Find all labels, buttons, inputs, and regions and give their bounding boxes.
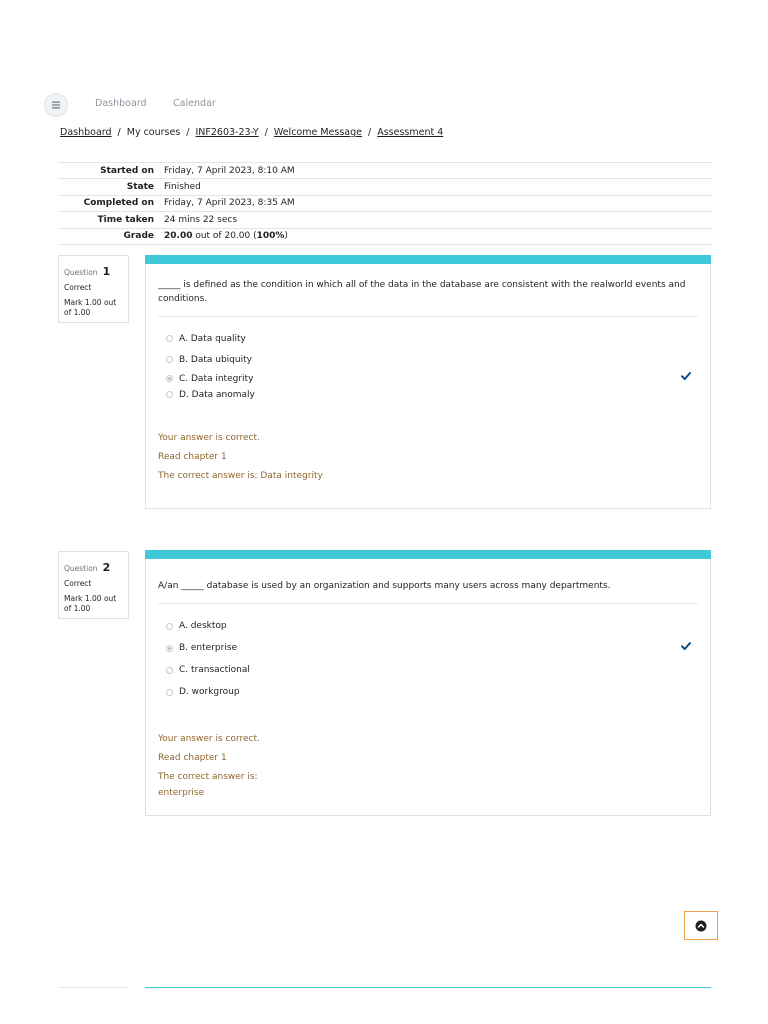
summary-row-state (58, 179, 712, 195)
breadcrumb-separator: / (186, 127, 190, 138)
question-accent-bar (145, 550, 711, 559)
question-number: 2 (102, 561, 111, 574)
grade-value (164, 231, 288, 241)
feedback-result: Your answer is correct. (158, 734, 260, 744)
answer-option[interactable] (166, 615, 698, 637)
nav-link-calendar[interactable]: Calendar (173, 98, 216, 109)
answer-option[interactable] (166, 387, 698, 402)
answer-option[interactable] (166, 349, 698, 370)
answer-list (146, 317, 710, 402)
breadcrumb-my-courses: My courses (126, 127, 181, 138)
question-info-1 (58, 255, 129, 323)
breadcrumb-separator: / (264, 127, 268, 138)
radio-button-checked[interactable] (166, 645, 173, 652)
breadcrumb-welcome-message[interactable]: Welcome Message (273, 127, 362, 138)
radio-button[interactable] (166, 391, 173, 398)
nav-drawer-button[interactable] (44, 93, 68, 117)
feedback-result: Your answer is correct. (158, 433, 260, 443)
answer-list (146, 604, 710, 703)
question-info-2 (58, 551, 129, 619)
summary-value: Finished (164, 182, 201, 193)
next-question-info-edge (58, 987, 129, 988)
next-question-accent-edge (145, 987, 711, 988)
grade-percent: 100% (256, 231, 285, 242)
radio-button[interactable] (166, 356, 173, 363)
breadcrumb-assessment[interactable]: Assessment 4 (377, 127, 444, 138)
radio-button[interactable] (166, 689, 173, 696)
question-feedback (146, 703, 710, 814)
summary-label: State (126, 182, 154, 193)
question-state: Correct (64, 283, 92, 292)
answer-label: C. transactional (179, 665, 250, 675)
attempt-summary-table (58, 162, 712, 245)
answer-option[interactable] (166, 659, 698, 681)
radio-button[interactable] (166, 623, 173, 630)
summary-value: Friday, 7 April 2023, 8:35 AM (164, 198, 295, 209)
summary-label: Completed on (83, 198, 154, 209)
radio-button[interactable] (166, 667, 173, 674)
answer-label: B. enterprise (179, 643, 238, 653)
question-mark: Mark 1.00 out of 1.00 (64, 298, 117, 317)
summary-value: Friday, 7 April 2023, 8:10 AM (164, 165, 295, 176)
checkmark-icon (680, 640, 692, 652)
answer-option[interactable] (166, 328, 698, 349)
question-accent-bar (145, 255, 711, 264)
feedback-correct-answer: The correct answer is: Data integrity (158, 471, 323, 481)
feedback-correct-answer-value: enterprise (158, 788, 205, 798)
breadcrumb-dashboard[interactable]: Dashboard (60, 127, 112, 138)
breadcrumb (60, 127, 443, 138)
breadcrumb-separator: / (117, 127, 121, 138)
summary-row-grade (58, 229, 712, 245)
back-to-top-button[interactable] (684, 911, 718, 940)
nav-link-dashboard[interactable]: Dashboard (95, 98, 147, 109)
answer-option-selected[interactable] (166, 637, 698, 659)
radio-button[interactable] (166, 335, 173, 342)
checkmark-icon (680, 370, 692, 382)
answer-label: D. workgroup (179, 687, 240, 697)
question-label: Question (64, 268, 98, 277)
summary-row-time-taken (58, 212, 712, 228)
answer-label: B. Data ubiquity (179, 354, 252, 365)
question-content-2 (145, 550, 711, 816)
answer-option-selected[interactable] (166, 370, 698, 387)
summary-label: Grade (123, 231, 154, 242)
summary-value: 24 mins 22 secs (164, 214, 238, 225)
grade-out-of: out of 20.00 ( (192, 231, 257, 242)
feedback-general: Read chapter 1 (158, 452, 227, 462)
hamburger-icon (51, 101, 61, 109)
chevron-up-circle-icon (695, 920, 707, 932)
answer-label: D. Data anomaly (179, 389, 255, 400)
question-text: A/an _____ database is used by an organization and supports many users across many departments. (158, 581, 611, 591)
answer-label: C. Data integrity (179, 373, 254, 384)
breadcrumb-course[interactable]: INF2603-23-Y (195, 127, 259, 138)
question-text: _____ is defined as the condition in which all of the data in the database are consistent with the realworld events and conditions. (158, 280, 686, 304)
summary-row-started (58, 163, 712, 179)
answer-label: A. desktop (179, 621, 227, 631)
feedback-correct-answer: The correct answer is: (158, 772, 258, 782)
feedback-general: Read chapter 1 (158, 753, 227, 763)
question-content-1 (145, 255, 711, 509)
question-mark: Mark 1.00 out of 1.00 (64, 594, 117, 613)
summary-row-completed (58, 196, 712, 212)
summary-label: Started on (100, 165, 154, 176)
answer-option[interactable] (166, 681, 698, 703)
answer-label: A. Data quality (179, 333, 246, 344)
breadcrumb-separator: / (368, 127, 372, 138)
grade-score: 20.00 (164, 231, 193, 242)
question-label: Question (64, 564, 98, 573)
summary-label: Time taken (97, 214, 154, 225)
question-state: Correct (64, 579, 92, 588)
radio-button-checked[interactable] (166, 375, 173, 382)
question-number: 1 (102, 265, 111, 278)
grade-end: ) (284, 231, 288, 242)
question-feedback (146, 402, 710, 497)
